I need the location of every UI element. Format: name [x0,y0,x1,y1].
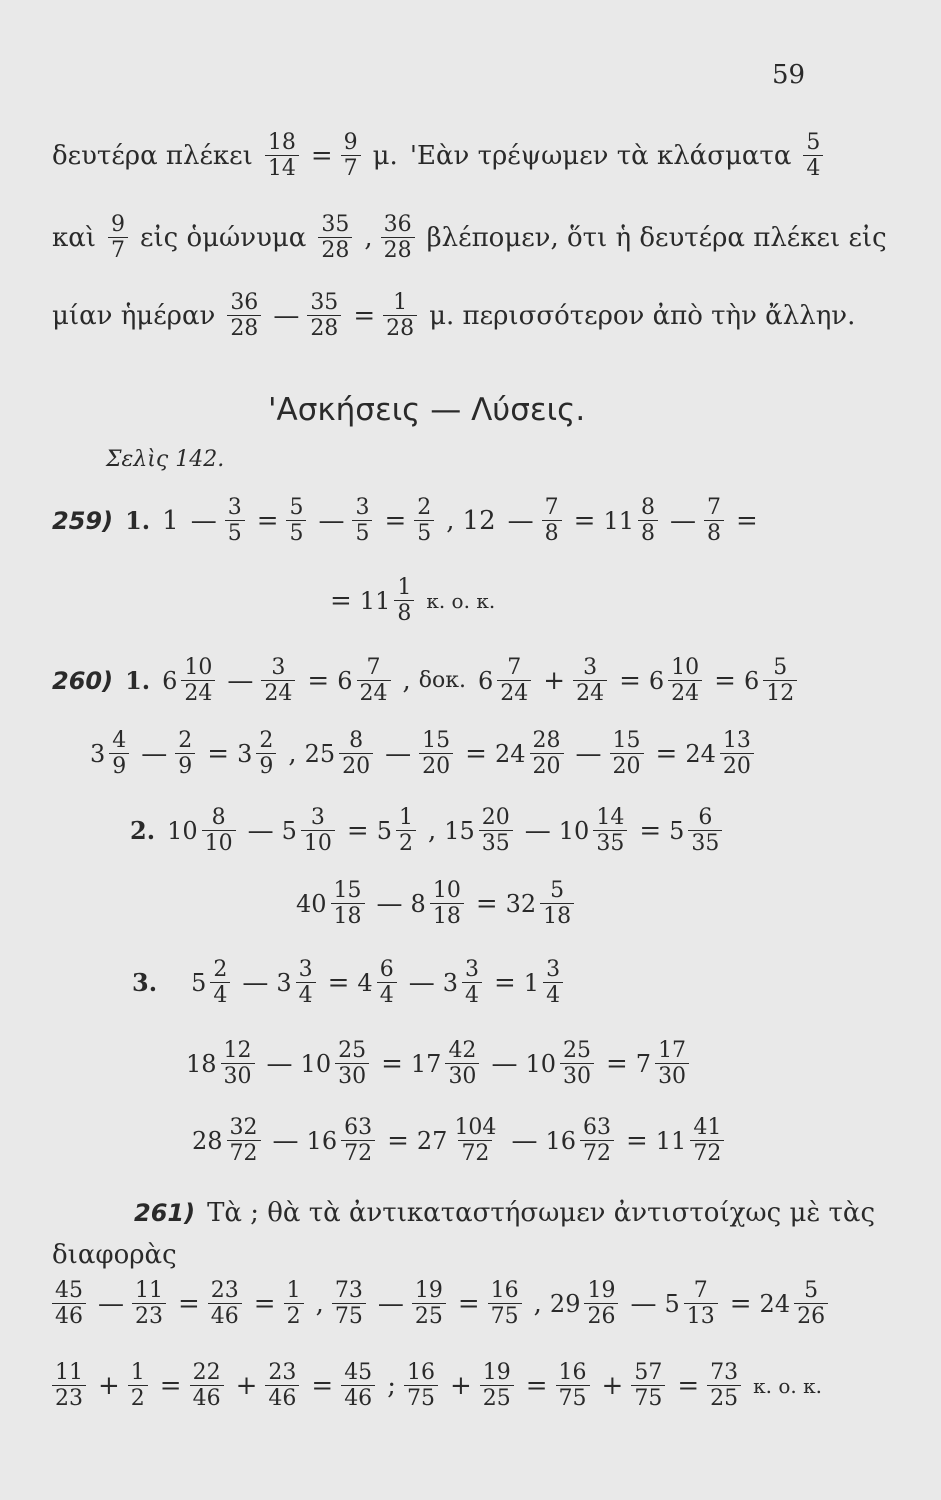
text: εἰς ὁμώνυμα [140,222,307,253]
exercise-261-line-2: διαφορὰς [52,1240,177,1270]
section-heading: 'Ασκήσεις — Λύσεις. [268,392,586,428]
fraction: $\frac{36}{28}$ [227,290,261,342]
exercise-261-line-3: $\frac{45}{46}$ — $\frac{11}{23}$ = $\frac{23}{46}$ = $\frac{1}{2}$ , $\frac{73}{75}$ — $\frac{19}{25}$ = $\frac{16}{75}$ , 29 $\frac{19}{26}$ — 5 $\frac{7}{13}$ = 24 $\frac{5}{26}$ [52,1278,840,1330]
fraction: $\frac{18}{14}$ [265,130,299,182]
exercise-260-line-4: 40 $\frac{15}{18}$ — 8 $\frac{10}{18}$ = 32 $\frac{5}{18}$ [296,878,586,930]
text: καὶ [52,222,97,253]
exercise-260-line-7: 28 $\frac{32}{72}$ — 16 $\frac{63}{72}$ = 27 $\frac{104}{72}$ — 16 $\frac{63}{72}$ = 11 $\frac{41}{72}$ [192,1115,736,1167]
fraction: $\frac{9}{7}$ [341,130,361,182]
page-reference: Σελὶς 142. [106,447,225,472]
exercise-260-line-3: 2. 10 $\frac{8}{10}$ — 5 $\frac{3}{10}$ = 5 $\frac{1}{2}$ , 15 $\frac{20}{35}$ — 10 $\frac{14}{35}$ = 5 $\frac{6}{35}$ [130,805,734,857]
fraction: $\frac{35}{28}$ [307,290,341,342]
fraction: $\frac{3}{5}$ [225,495,245,547]
mixed-number: 11 $\frac{1}{8}$ [360,575,415,627]
exercise-number: 260) [52,666,114,695]
fraction: $\frac{5}{4}$ [803,130,823,182]
fraction: $\frac{7}{8}$ [704,495,724,547]
exercise-number: 259) [52,506,114,535]
exercise-259-line-1: 259) 1. 1 — $\frac{3}{5}$ = $\frac{5}{5}$ — $\frac{3}{5}$ = $\frac{2}{5}$ , 12 — $\frac{7}{8}$ = 11 $\frac{8}{8}$ — $\frac{7}{8}$ = [52,495,758,547]
exercise-260-line-1: 260) 1. 6 $\frac{10}{24}$ — $\frac{3}{24}$ = 6 $\frac{7}{24}$ , δοκ. 6 $\frac{7}{24}$ + $\frac{3}{24}$ = 6 $\frac{10}{24}$ = 6 $\frac{5}{12}$ [52,655,809,707]
text: βλέπομεν, ὅτι ἡ δευτέρα πλέκει εἰς [426,222,887,253]
exercise-261-line-1: 261) Τὰ ; θὰ τὰ ἀντικαταστήσωμεν ἀντιστοίχως μὲ τὰς [134,1198,876,1228]
text: μίαν ἡμέραν [52,300,216,331]
intro-line-3: μίαν ἡμέραν $\frac{36}{28}$ — $\frac{35}{28}$ = $\frac{1}{28}$ μ. περισσότερον ἀπὸ τὴν ἄλλην. [52,290,856,342]
fraction: $\frac{2}{5}$ [414,495,434,547]
fraction: $\frac{35}{28}$ [318,212,352,264]
exercise-259-line-2: = 11 $\frac{1}{8}$ κ. ο. κ. [330,575,496,627]
text: μ. [372,140,398,171]
text: 'Εὰν τρέψωμεν τὰ κλάσματα [409,140,792,171]
exercise-260-line-2: 3 $\frac{4}{9}$ — $\frac{2}{9}$ = 3 $\frac{2}{9}$ , 25 $\frac{8}{20}$ — $\frac{15}{20}$ = 24 $\frac{28}{20}$ — $\frac{15}{20}$ = 24 $\frac{13}{20}$ [90,728,766,780]
exercise-260-line-5: 3. 5 $\frac{2}{4}$ — 3 $\frac{3}{4}$ = 4 $\frac{6}{4}$ — 3 $\frac{3}{4}$ = 1 $\frac{3}{4}$ [132,957,575,1009]
fraction: $\frac{3}{5}$ [352,495,372,547]
fraction: $\frac{36}{28}$ [381,212,415,264]
sub-number: 1. [125,505,151,535]
exercise-261-line-4: $\frac{11}{23}$ + $\frac{1}{2}$ = $\frac{22}{46}$ + $\frac{23}{46}$ = $\frac{45}{46}$ ; $\frac{16}{75}$ + $\frac{19}{25}$ = $\frac{16}{75}$ + $\frac{57}{75}$ = $\frac{73}{25}$ κ. ο. κ. [52,1360,834,1412]
text: δευτέρα πλέκει [52,140,253,171]
fraction: $\frac{9}{7}$ [108,212,128,264]
page-number: 59 [772,60,806,90]
mixed-number: 11 $\frac{8}{8}$ [603,495,658,547]
exercise-number: 261) [134,1199,196,1227]
intro-line-1: δευτέρα πλέκει $\frac{18}{14}$ = $\frac{9}{7}$ μ. 'Εὰν τρέψωμεν τὰ κλάσματα $\frac{5}{4}$ [52,130,835,182]
intro-line-2: καὶ $\frac{9}{7}$ εἰς ὁμώνυμα $\frac{35}{28}$ , $\frac{36}{28}$ βλέπομεν, ὅτι ἡ δευτέρα πλέκει εἰς [52,212,887,264]
exercise-260-line-6: 18 $\frac{12}{30}$ — 10 $\frac{25}{30}$ = 17 $\frac{42}{30}$ — 10 $\frac{25}{30}$ = 7 $\frac{17}{30}$ [186,1038,701,1090]
text: μ. περισσότερον ἀπὸ τὴν ἄλλην. [429,300,856,331]
fraction: $\frac{7}{8}$ [542,495,562,547]
fraction: $\frac{5}{5}$ [286,495,306,547]
fraction: $\frac{1}{28}$ [383,290,417,342]
